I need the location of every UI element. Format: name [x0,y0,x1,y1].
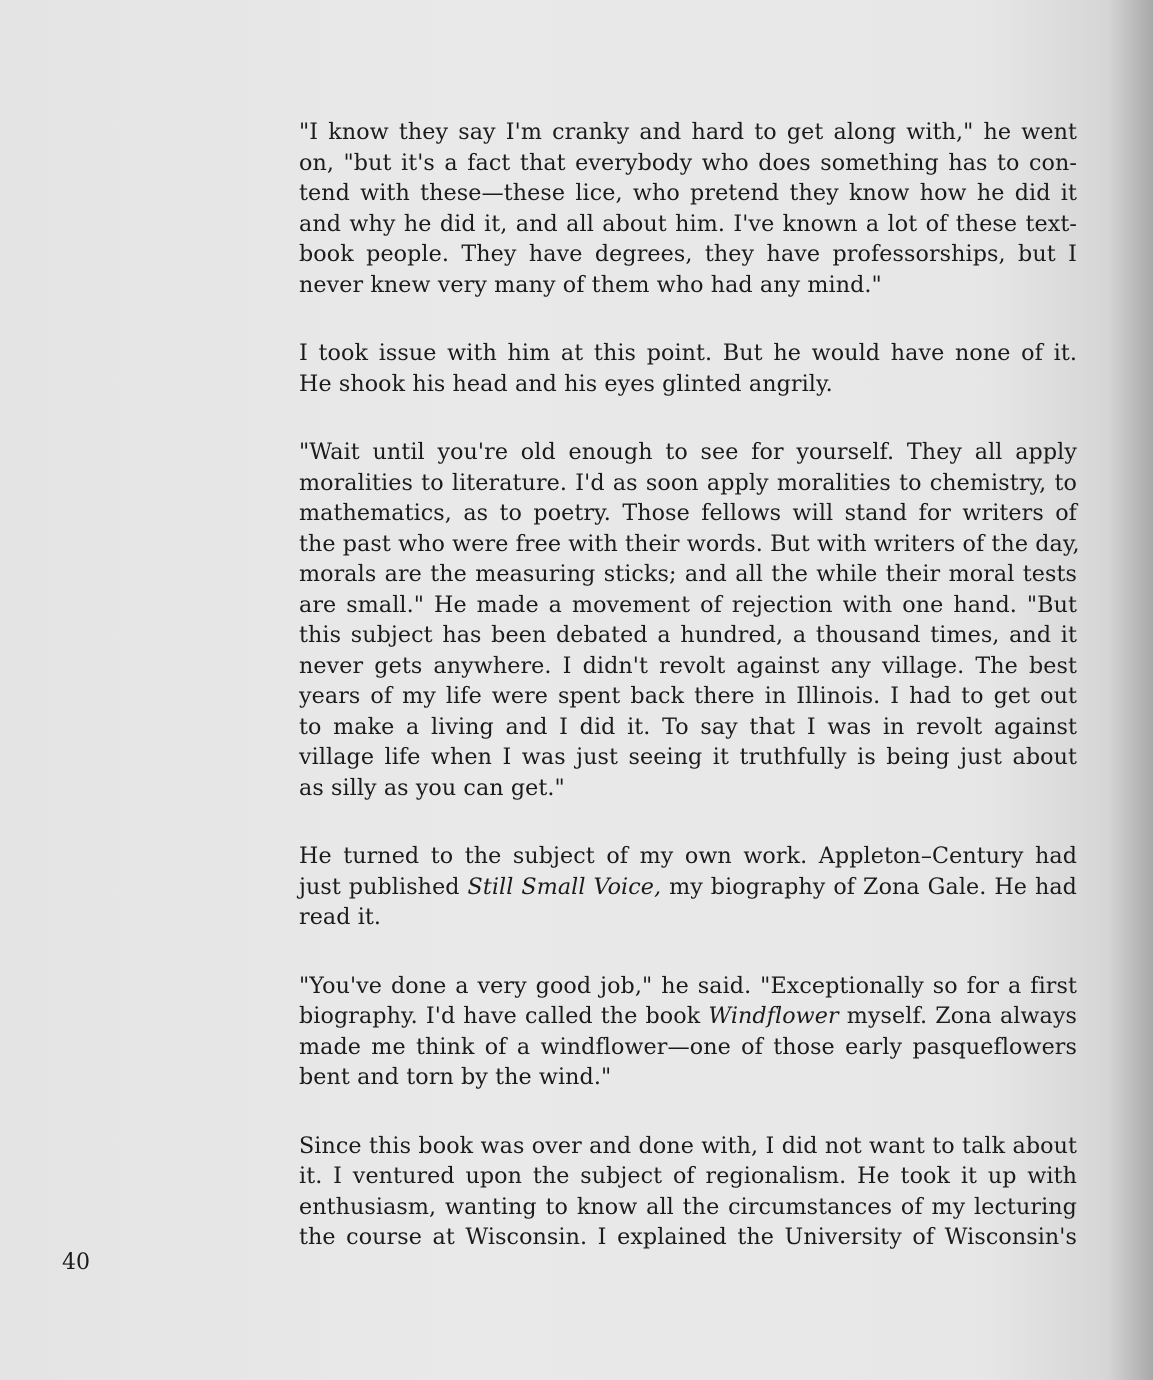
paragraph-1 [299,117,1077,300]
text-line: never gets anywhere. I didn't revolt against any village. The best [299,652,1077,679]
text-line: on, "but it's a fact that everybody who does something has to con- [299,149,1077,176]
text-line: the course at Wisconsin. I explained the University of Wisconsin's [299,1224,1077,1250]
text-line [299,1001,1077,1032]
text-line: the past who were free with their words. But with writers of the day, [299,530,1080,557]
text-run: myself. Zona always [838,1003,1078,1029]
paragraph-5 [299,971,1077,1093]
text-line: never knew very many of them who had any mind." [299,271,882,298]
text-line: this subject has been debated a hundred, a thousand times, and it [299,622,1077,648]
text-line: "Wait until you're old enough to see for yourself. They all apply [299,439,1077,465]
text-line: it. I ventured upon the subject of regionalism. He took it up with [299,1163,1077,1189]
text-line: He shook his head and his eyes glinted angrily. [299,370,833,397]
text-line: years of my life were spent back there in Illinois. I had to get out [299,683,1077,709]
text-line: Since this book was over and done with, I did not want to talk about [299,1132,1077,1159]
text-line: village life when I was just seeing it truthfully is being just about [299,744,1077,770]
text-line: I took issue with him at this point. But he would have none of it. [299,340,1077,366]
text-line: enthusiasm, wanting to know all the circumstances of my lecturing [299,1193,1077,1220]
text-line: made me think of a windflower—one of those early pasqueflowers [299,1033,1077,1060]
text-line: bent and torn by the wind." [299,1064,612,1090]
text-line: to make a living and I did it. To say that I was in revolt against [299,713,1077,740]
paragraph-2 [299,338,1077,399]
page-body-text [299,117,1080,1291]
text-line: are small." He made a movement of rejection with one hand. "But [299,591,1077,618]
text-line: tend with these—these lice, who pretend they know how he did it [299,180,1077,206]
text-line: morals are the measuring sticks; and all the while their moral tests [299,561,1077,587]
text-line: mathematics, as to poetry. Those fellows will stand for writers of [299,500,1077,526]
text-line [299,872,1077,903]
book-title-italic: Windflower [708,1003,839,1029]
text-line: read it. [299,904,382,930]
paragraph-4 [299,841,1077,933]
text-line: and why he did it, and all about him. I've known a lot of these text- [299,210,1077,237]
text-run: my biography of Zona Gale. He had [661,873,1077,900]
text-line: "I know they say I'm cranky and hard to get along with," he went [299,119,1077,145]
text-line: He turned to the subject of my own work. Appleton–Century had [299,843,1077,869]
paragraph-3 [299,437,1080,803]
paragraph-6 [299,1131,1077,1253]
text-run: biography. I'd have called the book [299,1003,709,1029]
text-line: as silly as you can get." [299,774,565,801]
page-number: 40 [62,1250,90,1275]
text-line: moralities to literature. I'd as soon apply moralities to chemistry, to [299,469,1077,496]
text-line: book people. They have degrees, they have professorships, but I [299,241,1077,267]
text-run: just published [299,873,468,900]
book-title-italic: Still Small Voice, [467,873,662,900]
text-line: "You've done a very good job," he said. "Exceptionally so for a first [299,972,1077,999]
